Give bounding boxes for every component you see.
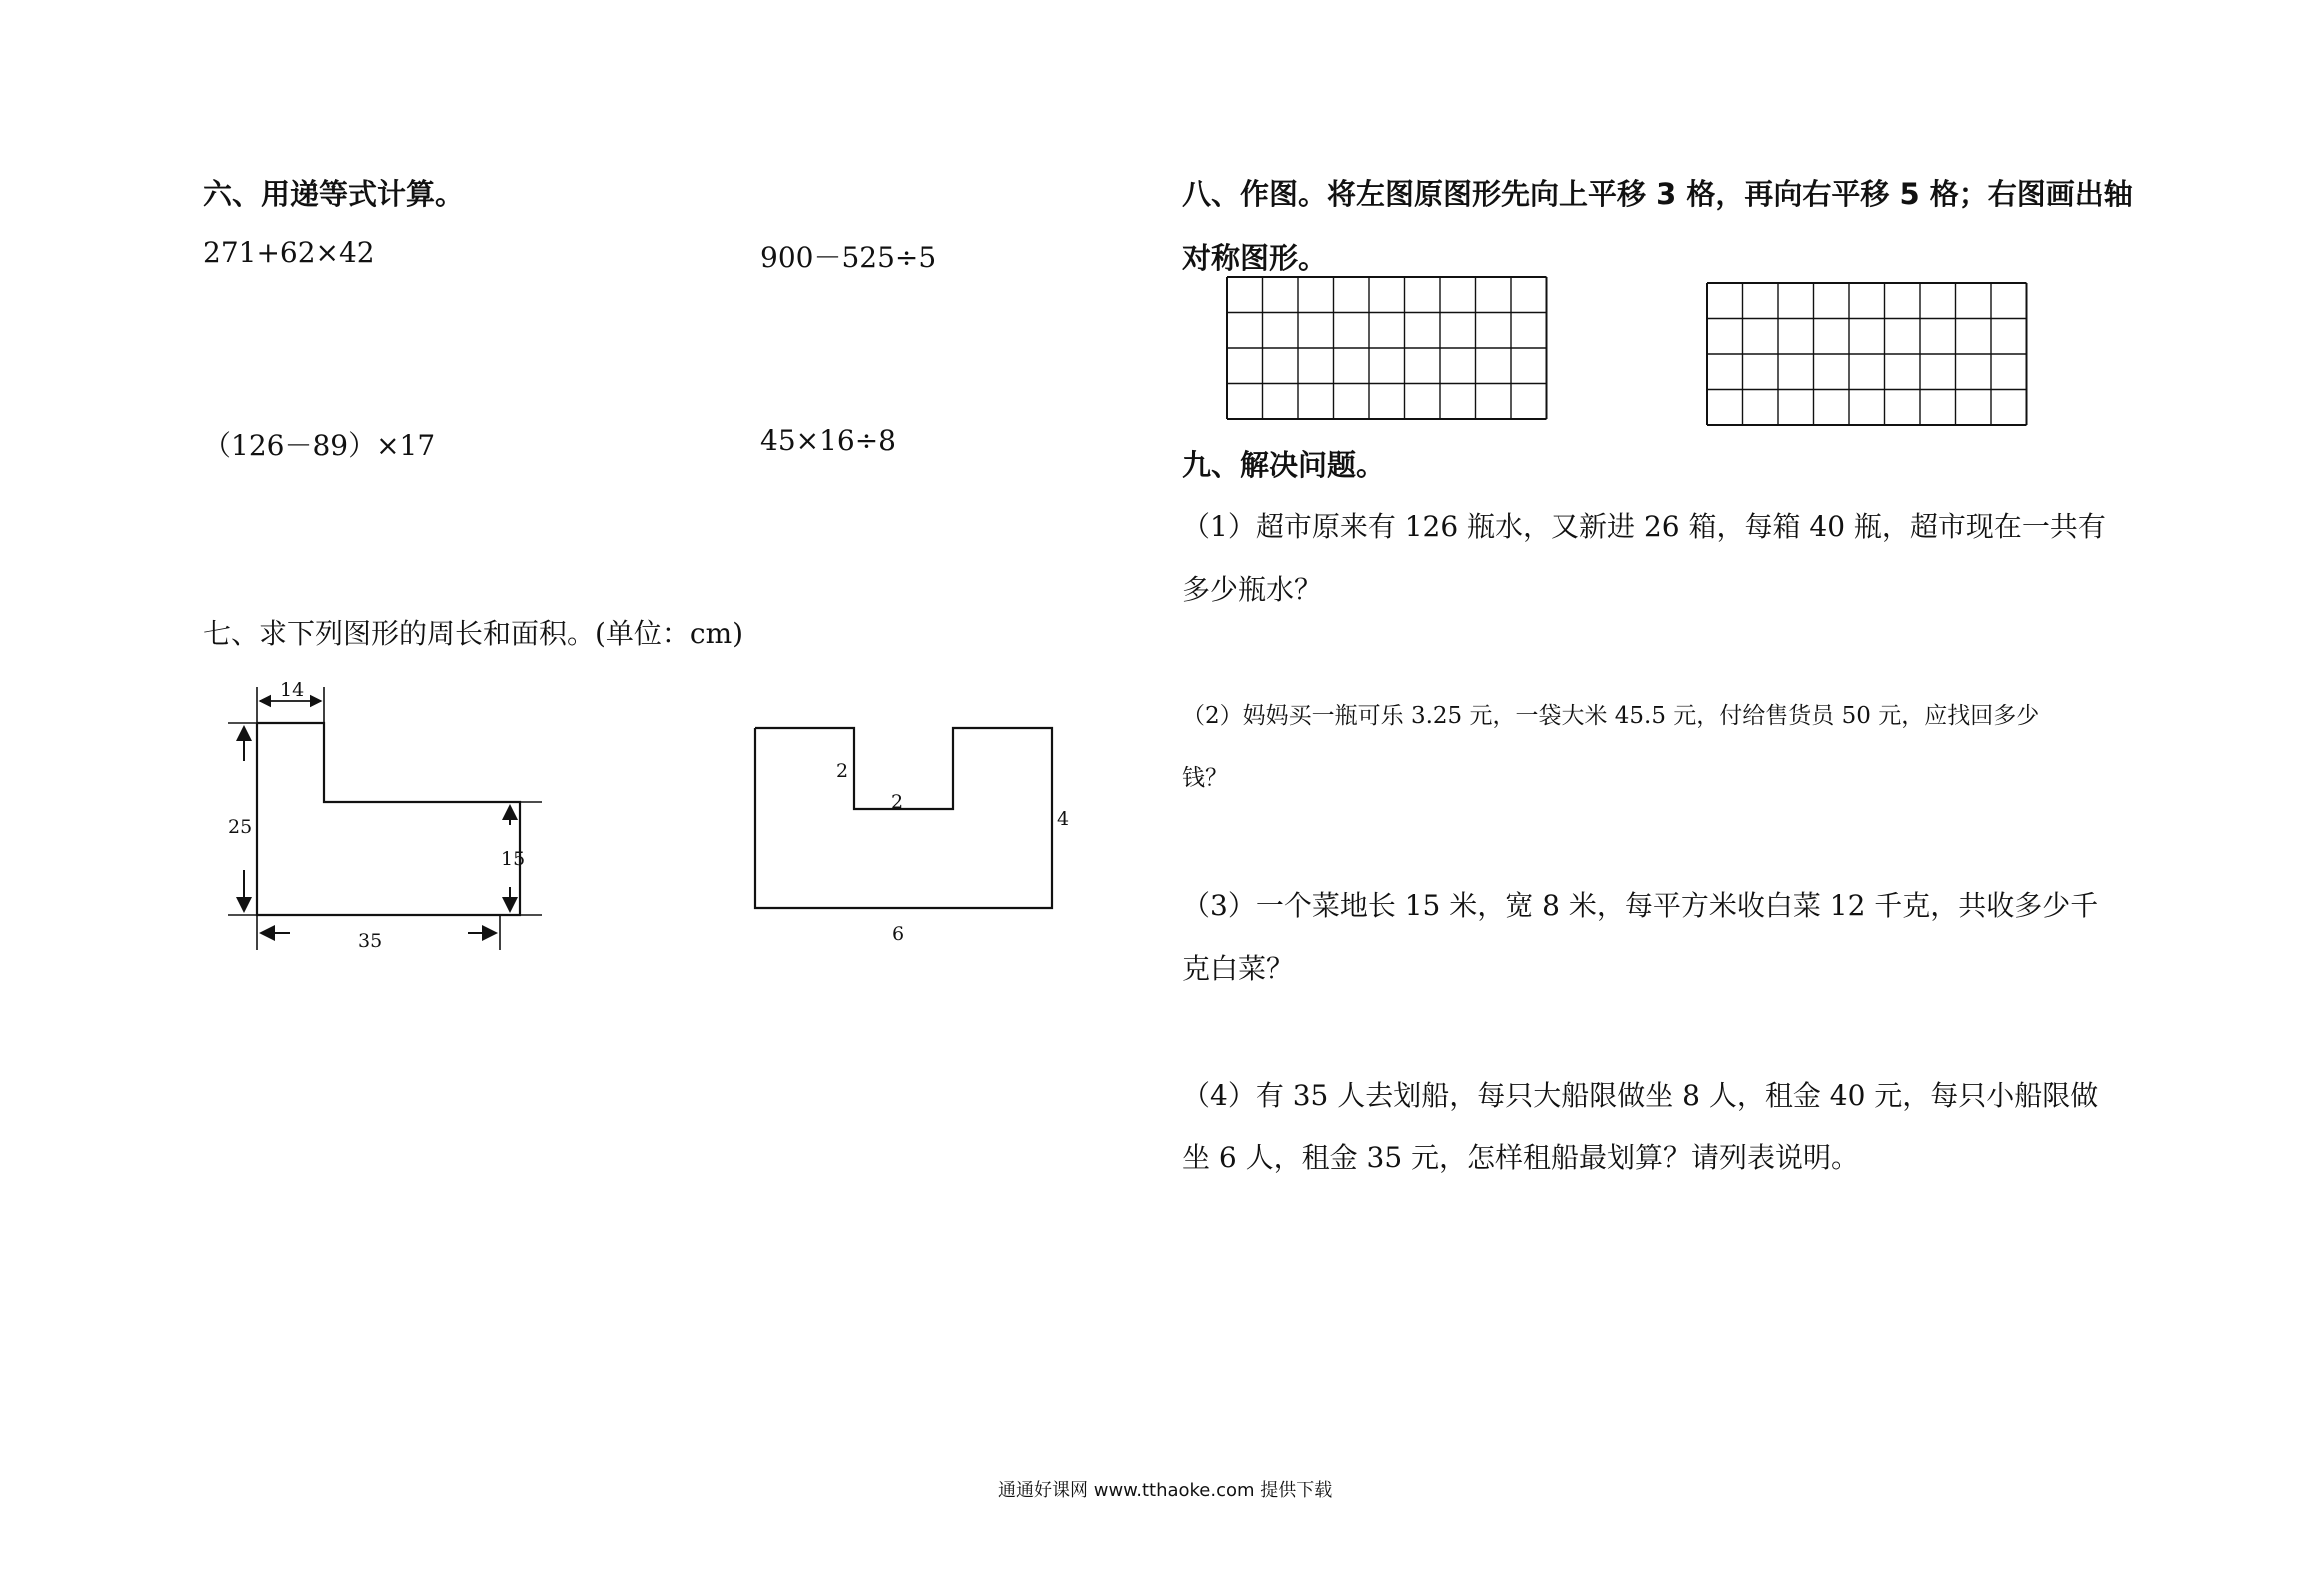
question-1-line2: 多少瓶水？ (1182, 573, 1323, 606)
fig2-label-notch-depth: 2 (836, 760, 849, 782)
section8-title-line1: 八、作图。将左图原图形先向上平移 3 格，再向右平移 5 格；右图画出轴 (1182, 177, 2133, 211)
fig2-label-notch-width: 2 (891, 791, 904, 813)
expression-1: 271+62×42 (203, 236, 375, 269)
question-4-line1: （4）有 35 人去划船，每只大船限做坐 8 人，租金 40 元，每只小船限做 (1182, 1079, 2099, 1112)
question-3-line2: 克白菜？ (1182, 952, 1295, 985)
fig1-label-bottom: 35 (358, 930, 383, 952)
expression-3: （126－89）×17 (203, 429, 436, 462)
expression-4: 45×16÷8 (760, 424, 896, 457)
expression-2: 900－525÷5 (760, 241, 937, 274)
fig2-label-width: 6 (892, 923, 905, 945)
notched-rectangle-figure (750, 720, 1070, 920)
l-shape-figure (220, 675, 550, 960)
question-2-line1: （2）妈妈买一瓶可乐 3.25 元，一袋大米 45.5 元，付给售货员 50 元，应找回多少 (1182, 703, 2040, 729)
l-shape-outline (257, 723, 520, 915)
section8-title-line2: 对称图形。 (1182, 241, 1328, 275)
question-3-line1: （3）一个菜地长 15 米，宽 8 米，每平方米收白菜 12 千克，共收多少千 (1182, 889, 2099, 922)
footer-source: 通通好课网 www.tthaoke.com 提供下载 (998, 1480, 1333, 1501)
section9-title: 九、解决问题。 (1182, 448, 1386, 482)
section6-title: 六、用递等式计算。 (203, 177, 465, 211)
fig1-label-left: 25 (228, 816, 253, 838)
fig1-label-right: 15 (501, 848, 526, 870)
question-1-line1: （1）超市原来有 126 瓶水，又新进 26 箱，每箱 40 瓶，超市现在一共有 (1182, 510, 2106, 543)
section7-title: 七、求下列图形的周长和面积。(单位：cm) (203, 617, 744, 650)
question-2-line2: 钱？ (1182, 765, 1228, 791)
right-grid[interactable] (1705, 281, 2030, 426)
question-4-line2: 坐 6 人，租金 35 元，怎样租船最划算？请列表说明。 (1182, 1141, 1860, 1174)
fig2-label-height: 4 (1057, 808, 1070, 830)
fig1-label-top: 14 (280, 679, 305, 701)
notched-rectangle-outline (755, 728, 1052, 908)
left-grid[interactable] (1225, 275, 1550, 420)
